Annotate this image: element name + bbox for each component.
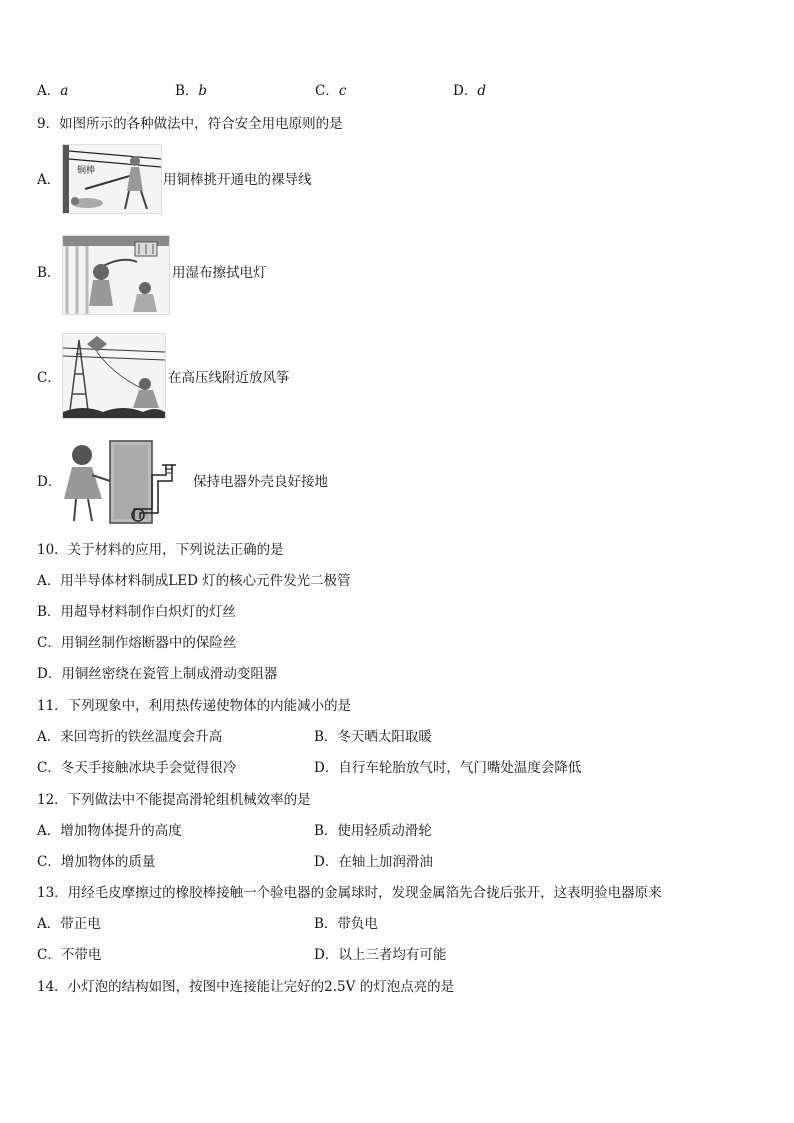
q9-option-d-text: 保持电器外壳良好接地	[193, 474, 328, 490]
q8-option-a: A．a	[37, 83, 69, 99]
q12-stem: 12．下列做法中不能提高滑轮组机械效率的是	[37, 792, 311, 808]
q9-figure-a-label: 铜棒	[77, 166, 96, 176]
q10-option-c: C．用铜丝制作熔断器中的保险丝	[37, 635, 237, 651]
q9-figure-b	[62, 235, 170, 315]
q9-option-c-text: 在高压线附近放风筝	[168, 370, 290, 386]
q11-option-a: A．来回弯折的铁丝温度会升高	[37, 729, 223, 745]
q11-option-d: D．自行车轮胎放气时，气门嘴处温度会降低	[314, 760, 582, 776]
q13-option-b: B．带负电	[314, 916, 378, 932]
q10-option-a: A．用半导体材料制成LED 灯的核心元件发光二极管	[37, 573, 351, 589]
q12-option-b: B．使用轻质动滑轮	[314, 823, 432, 839]
q13-option-d: D．以上三者均有可能	[314, 947, 447, 963]
q13-option-c: C．不带电	[37, 947, 102, 963]
q11-option-b: B．冬天晒太阳取暖	[314, 729, 432, 745]
q9-stem: 9．如图所示的各种做法中，符合安全用电原则的是	[37, 116, 343, 132]
q9-figure-d	[62, 437, 190, 525]
q10-option-b: B．用超导材料制作白炽灯的灯丝	[37, 604, 236, 620]
q14-stem: 14．小灯泡的结构如图，按图中连接能让完好的2.5V 的灯泡点亮的是	[37, 979, 455, 995]
q8-option-b: B．b	[175, 83, 208, 99]
q9-option-b-text: 用湿布擦拭电灯	[172, 265, 267, 281]
q9-option-c-letter: C．	[37, 370, 61, 386]
q9-option-d-letter: D．	[37, 474, 62, 490]
q10-stem: 10．关于材料的应用，下列说法正确的是	[37, 542, 284, 558]
q13-stem: 13．用经毛皮摩擦过的橡胶棒接触一个验电器的金属球时，发现金属箔先合拢后张开，这表明验电器原来	[37, 885, 662, 901]
q13-option-a: A．带正电	[37, 916, 101, 932]
q8-option-d: D．d	[453, 83, 486, 99]
q12-option-c: C．增加物体的质量	[37, 854, 156, 870]
q10-option-d: D．用铜丝密绕在瓷管上制成滑动变阻器	[37, 666, 278, 682]
q11-option-c: C．冬天手接触冰块手会觉得很冷	[37, 760, 237, 776]
q9-option-a-text: 用铜棒挑开通电的裸导线	[163, 172, 312, 188]
q9-figure-a	[62, 144, 162, 214]
q12-option-a: A．增加物体提升的高度	[37, 823, 182, 839]
q11-stem: 11．下列现象中，利用热传递使物体的内能减小的是	[37, 698, 352, 714]
q8-option-c: C．c	[315, 83, 347, 99]
q9-option-a-letter: A．	[37, 172, 61, 188]
q9-figure-c	[62, 333, 166, 419]
q9-option-b-letter: B．	[37, 265, 61, 281]
q12-option-d: D．在轴上加润滑油	[314, 854, 433, 870]
